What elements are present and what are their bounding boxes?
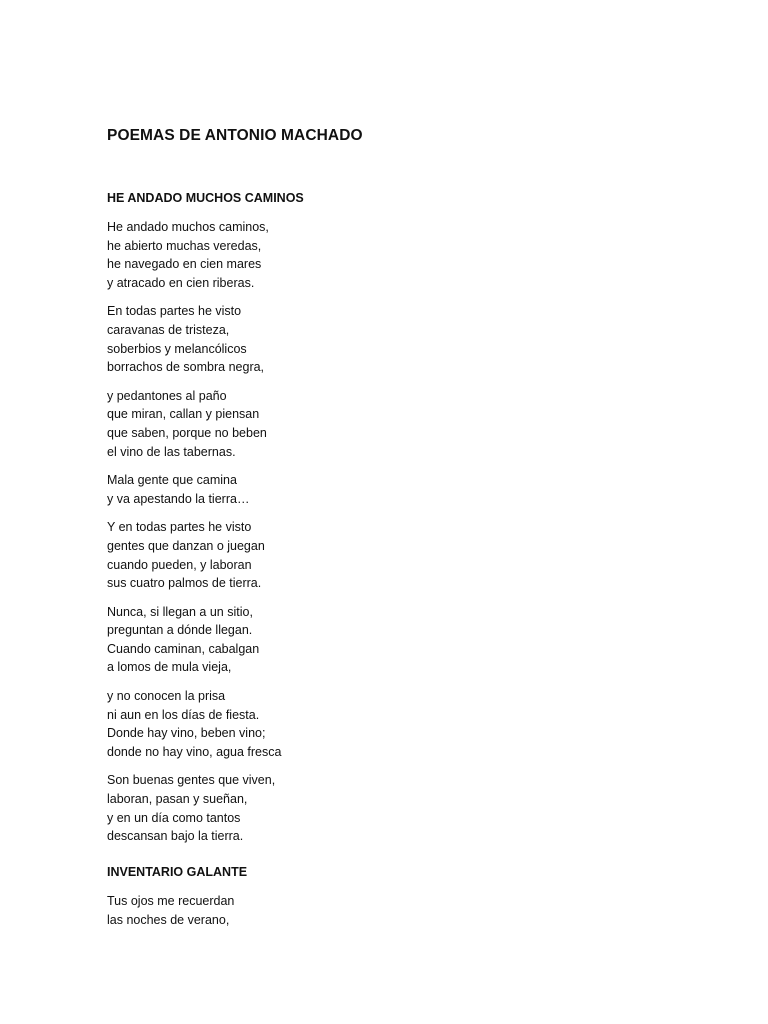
verse-line: Cuando caminan, cabalgan xyxy=(107,641,260,656)
stanza xyxy=(107,302,304,376)
verse-line: a lomos de mula vieja, xyxy=(107,660,232,675)
verse-line: las noches de verano, xyxy=(107,912,230,927)
verse-line: laboran, pasan y sueñan, xyxy=(107,792,248,807)
verse-line: donde no hay vino, agua fresca xyxy=(107,744,282,759)
verse-line: que miran, callan y piensan xyxy=(107,407,260,422)
verse-line: Son buenas gentes que viven, xyxy=(107,773,276,788)
verse-line: En todas partes he visto xyxy=(107,304,242,319)
stanza xyxy=(107,387,304,461)
verse-line: y en un día como tantos xyxy=(107,810,241,825)
stanza xyxy=(107,603,304,677)
stanza xyxy=(107,687,304,761)
verse-line: soberbios y melancólicos xyxy=(107,341,247,356)
verse-line: descansan bajo la tierra. xyxy=(107,829,244,844)
verse-line: que saben, porque no beben xyxy=(107,425,267,440)
verse-line: Nunca, si llegan a un sitio, xyxy=(107,604,253,619)
verse-line: el vino de las tabernas. xyxy=(107,444,236,459)
verse-line: Y en todas partes he visto xyxy=(107,520,252,535)
stanza xyxy=(107,892,247,929)
verse-line: he abierto muchas veredas, xyxy=(107,238,262,253)
verse-line: caravanas de tristeza, xyxy=(107,322,230,337)
verse-line: preguntan a dónde llegan. xyxy=(107,623,253,638)
verse-line: He andado muchos caminos, xyxy=(107,220,269,234)
document-title: POEMAS DE ANTONIO MACHADO xyxy=(107,127,363,144)
verse-line: ni aun en los días de fiesta. xyxy=(107,707,260,722)
verse-line: y va apestando la tierra… xyxy=(107,491,250,506)
stanza xyxy=(107,771,304,845)
poem-inventario-galante xyxy=(107,863,247,929)
verse-line: cuando pueden, y laboran xyxy=(107,557,252,572)
stanza xyxy=(107,518,304,592)
verse-line: y atracado en cien riberas. xyxy=(107,275,255,290)
verse-line: gentes que danzan o juegan xyxy=(107,538,265,553)
poem-heading: INVENTARIO GALANTE xyxy=(107,865,248,879)
verse-line: Tus ojos me recuerdan xyxy=(107,894,235,908)
stanza xyxy=(107,218,304,292)
verse-line: sus cuatro palmos de tierra. xyxy=(107,576,262,591)
poem-heading: HE ANDADO MUCHOS CAMINOS xyxy=(107,191,304,205)
verse-line: Donde hay vino, beben vino; xyxy=(107,726,266,741)
verse-line: borrachos de sombra negra, xyxy=(107,360,265,375)
stanza xyxy=(107,471,304,508)
verse-line: he navegado en cien mares xyxy=(107,257,262,272)
verse-line: y no conocen la prisa xyxy=(107,689,226,704)
verse-line: y pedantones al paño xyxy=(107,388,227,403)
poem-he-andado-muchos-caminos xyxy=(107,189,304,856)
verse-line: Mala gente que camina xyxy=(107,473,237,488)
